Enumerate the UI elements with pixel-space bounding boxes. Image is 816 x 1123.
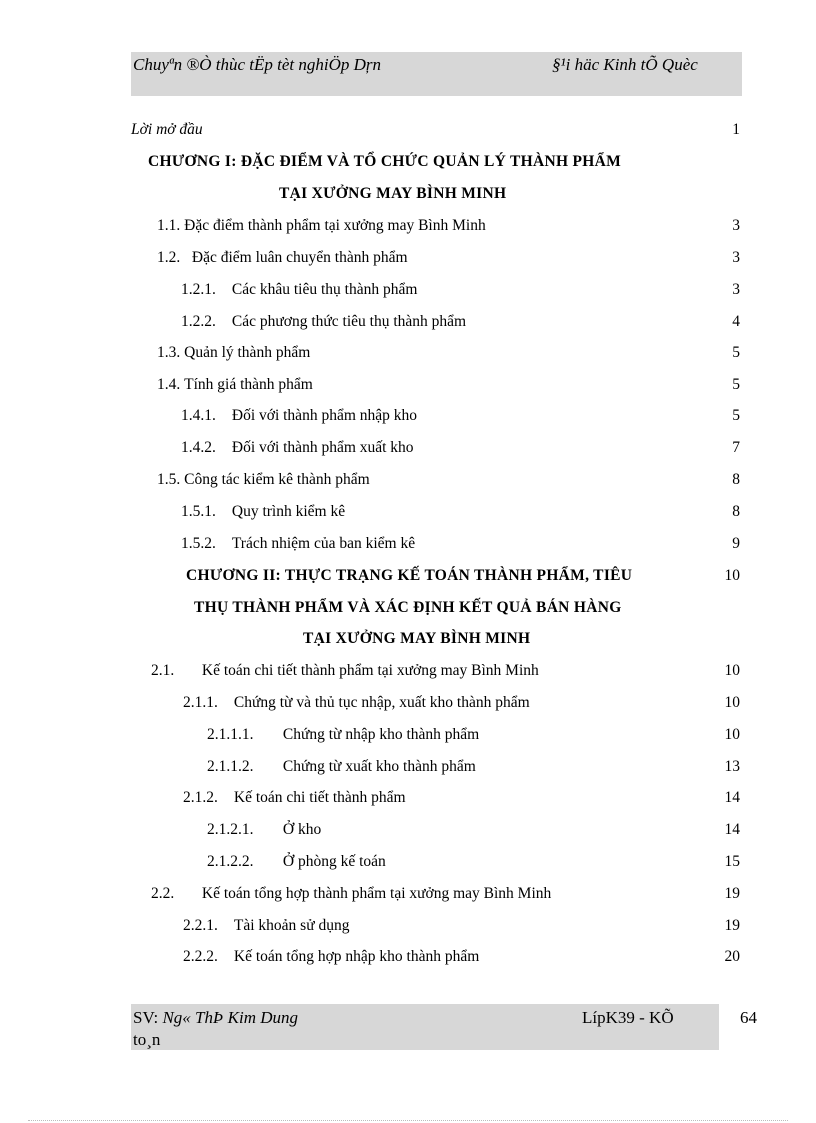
toc-entry-1-5 xyxy=(157,470,370,490)
toc-entry-1-5-1 xyxy=(181,502,345,522)
toc-entry-page: 5 xyxy=(732,344,740,361)
toc-entry-label: 1.2.1. xyxy=(181,281,216,298)
footer-class-continued: to¸n xyxy=(133,1030,161,1049)
toc-entry-title: Chứng từ và thủ tục nhập, xuất kho thành phẩm xyxy=(233,694,530,711)
toc-entry-page: 19 xyxy=(724,917,740,934)
toc-entry-1-2 xyxy=(157,248,408,268)
toc-entry-label: 1.3. xyxy=(157,344,181,361)
toc-entry-title: Quản lý thành phẩm xyxy=(184,344,311,361)
page-footer xyxy=(131,1004,719,1050)
toc-entry-label: 1.2.2. xyxy=(181,313,216,330)
toc-entry-1-3 xyxy=(157,343,310,363)
toc-entry-label: 1.2. xyxy=(157,249,181,266)
toc-entry-2-2 xyxy=(151,884,551,904)
toc-entry-1-4-1 xyxy=(181,406,417,426)
toc-entry-label: 2.1.2.2. xyxy=(207,853,254,870)
footer-student xyxy=(133,1007,298,1029)
toc-entry-title: Ở kho xyxy=(282,821,322,838)
toc-entry-label: 1.4.1. xyxy=(181,407,216,424)
toc-entry-label: 1.5. xyxy=(157,471,181,488)
chapter-1-heading-line2: TẠI XƯỞNG MAY BÌNH MINH xyxy=(279,185,507,202)
chapter-1-heading-line1: CHƯƠNG I: ĐẶC ĐIỂM VÀ TỔ CHỨC QUẢN LÝ THÀNH PHẨM xyxy=(148,153,622,170)
toc-entry-page: 3 xyxy=(732,281,740,298)
toc-entry-1-2-1 xyxy=(181,280,417,300)
toc-entry-title: Trách nhiệm của ban kiểm kê xyxy=(231,535,416,552)
toc-entry-page: 3 xyxy=(732,217,740,234)
toc-entry-title: Đối với thành phẩm xuất kho xyxy=(231,439,414,456)
toc-entry-label: 2.1.2. xyxy=(183,789,218,806)
toc-entry-2-1-2-1 xyxy=(207,820,321,840)
toc-entry-label: 2.2.2. xyxy=(183,948,218,965)
toc-entry-2-2-2 xyxy=(183,947,479,967)
toc-entry-title: Lời mở đầu xyxy=(131,121,203,138)
footer-class: LípK39 - KÕ xyxy=(582,1008,674,1027)
toc-entry-title: Kế toán tổng hợp thành phẩm tại xưởng may Bình Minh xyxy=(201,885,552,902)
toc-entry-1-2-2 xyxy=(181,312,466,332)
toc-entry-page: 20 xyxy=(724,948,740,965)
toc-entry-title: Công tác kiểm kê thành phẩm xyxy=(184,471,370,488)
toc-entry-2-1 xyxy=(151,661,539,681)
toc-entry-label: 2.1.1. xyxy=(183,694,218,711)
toc-entry-page: 10 xyxy=(724,726,740,743)
toc-entry-page: 9 xyxy=(732,535,740,552)
toc-entry-label: 1.5.1. xyxy=(181,503,216,520)
toc-entry-label: 1.4. xyxy=(157,376,181,393)
toc-entry-title: Đặc điểm luân chuyển thành phẩm xyxy=(191,249,408,266)
toc-entry-page: 4 xyxy=(732,313,740,330)
toc-entry-page: 5 xyxy=(732,376,740,393)
toc-entry-title: Các khâu tiêu thụ thành phẩm xyxy=(231,281,418,298)
toc-entry-2-1-2 xyxy=(183,788,406,808)
toc-entry-page: 7 xyxy=(732,439,740,456)
toc-entry-title: Ở phòng kế toán xyxy=(282,853,386,870)
toc-entry-page: 10 xyxy=(724,662,740,679)
toc-entry-title: Tính giá thành phẩm xyxy=(184,376,313,393)
toc-entry-page: 1 xyxy=(732,121,740,138)
toc-entry-page: 19 xyxy=(724,885,740,902)
toc-entry-title: Đối với thành phẩm nhập kho xyxy=(231,407,418,424)
header-right-text: §¹i häc Kinh tÕ Quèc xyxy=(552,55,698,74)
chapter-2-heading-line1: CHƯƠNG II: THỰC TRẠNG KẾ TOÁN THÀNH PHẨM, TIÊU xyxy=(186,567,633,584)
toc-entry-page: 3 xyxy=(732,249,740,266)
toc-entry-1-4-2 xyxy=(181,438,414,458)
chapter-2-page: 10 xyxy=(724,567,740,584)
toc-entry-page: 5 xyxy=(732,407,740,424)
toc-entry-title: Chứng từ xuất kho thành phẩm xyxy=(282,758,476,775)
toc-entry-intro xyxy=(131,120,203,140)
toc-entry-title: Kế toán tổng hợp nhập kho thành phẩm xyxy=(233,948,480,965)
toc-entry-1-5-2 xyxy=(181,534,415,554)
footer-sv-label: SV: xyxy=(133,1008,159,1027)
toc-entry-label: 1.1. xyxy=(157,217,181,234)
toc-entry-page: 14 xyxy=(724,789,740,806)
toc-entry-page: 8 xyxy=(732,503,740,520)
toc-entry-title: Quy trình kiểm kê xyxy=(231,503,346,520)
page-bottom-divider xyxy=(28,1120,788,1121)
toc-entry-1-1 xyxy=(157,216,486,236)
toc-entry-label: 1.4.2. xyxy=(181,439,216,456)
header-left-text: Chuyªn ®Ò thùc tËp tèt nghiÖp Dŗn xyxy=(133,55,382,74)
toc-entry-title: Kế toán chi tiết thành phẩm tại xưởng may Bình Minh xyxy=(201,662,539,679)
toc-entry-title: Các phương thức tiêu thụ thành phẩm xyxy=(231,313,467,330)
toc-entry-2-1-1-1 xyxy=(207,725,479,745)
toc-entry-title: Chứng từ nhập kho thành phẩm xyxy=(282,726,480,743)
toc-entry-page: 10 xyxy=(724,694,740,711)
toc-entry-2-1-1 xyxy=(183,693,530,713)
toc-entry-label: 1.5.2. xyxy=(181,535,216,552)
page-number: 64 xyxy=(740,1008,757,1027)
toc-entry-page: 15 xyxy=(724,853,740,870)
page-header xyxy=(131,52,742,96)
toc-entry-1-4 xyxy=(157,375,313,395)
toc-entry-label: 2.1.1.2. xyxy=(207,758,254,775)
toc-entry-2-2-1 xyxy=(183,916,349,936)
toc-entry-label: 2.2. xyxy=(151,885,175,902)
toc-entry-page: 8 xyxy=(732,471,740,488)
toc-entry-page: 14 xyxy=(724,821,740,838)
toc-entry-title: Đặc điểm thành phẩm tại xưởng may Bình Minh xyxy=(184,217,486,234)
toc-entry-2-1-2-2 xyxy=(207,852,386,872)
toc-entry-page: 13 xyxy=(724,758,740,775)
chapter-2-heading-line3: TẠI XƯỞNG MAY BÌNH MINH xyxy=(303,630,531,647)
toc-entry-title: Kế toán chi tiết thành phẩm xyxy=(233,789,406,806)
footer-student-name: Ng« ThÞ Kim Dung xyxy=(162,1008,298,1027)
chapter-2-heading-line2: THỤ THÀNH PHẨM VÀ XÁC ĐỊNH KẾT QUẢ BÁN HÀNG xyxy=(194,599,622,616)
toc-entry-2-1-1-2 xyxy=(207,757,476,777)
toc-entry-label: 2.1.2.1. xyxy=(207,821,254,838)
toc-entry-label: 2.2.1. xyxy=(183,917,218,934)
toc-entry-label: 2.1. xyxy=(151,662,175,679)
toc-entry-label: 2.1.1.1. xyxy=(207,726,254,743)
toc-entry-title: Tài khoản sử dụng xyxy=(233,917,350,934)
